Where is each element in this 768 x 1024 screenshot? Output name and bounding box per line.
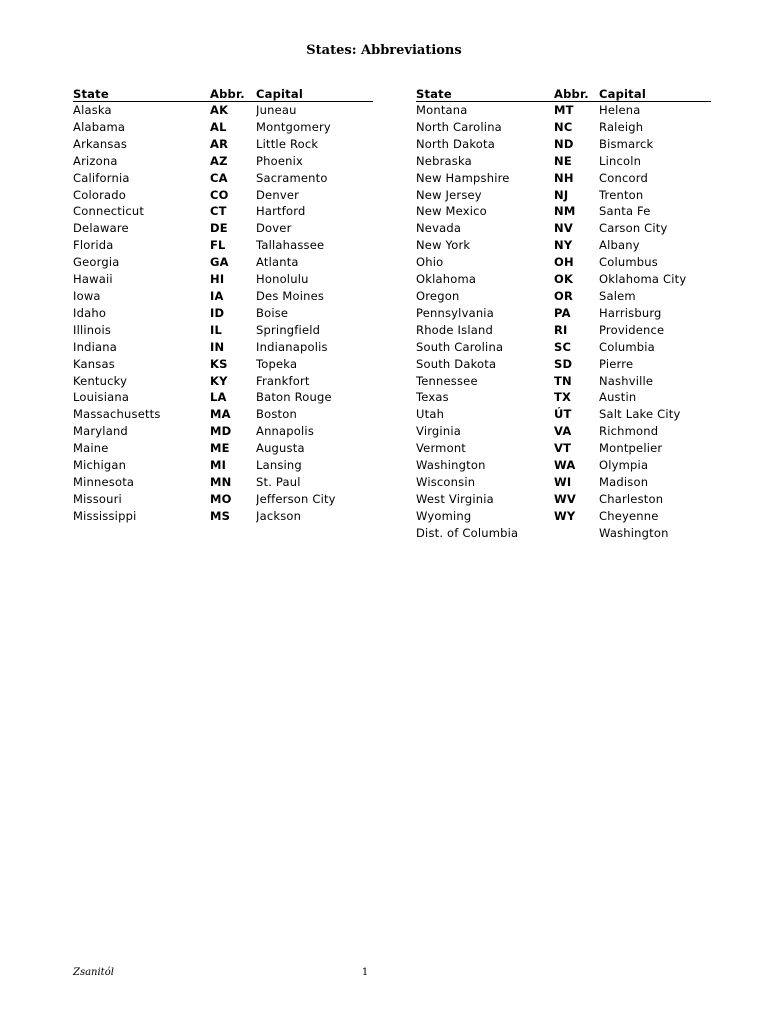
state-capital-cell: Jefferson City — [256, 491, 336, 506]
state-name-cell: Florida — [73, 238, 114, 253]
state-abbr-cell: SC — [554, 339, 572, 354]
state-abbr-cell: IL — [210, 322, 223, 337]
table-row — [416, 119, 711, 136]
state-abbr-cell: LA — [210, 390, 227, 405]
table-row — [416, 389, 711, 406]
state-name-cell: Arizona — [73, 153, 118, 168]
state-capital-cell: Carson City — [599, 221, 668, 236]
table-row — [73, 136, 373, 153]
table-row — [416, 102, 711, 119]
state-abbr-cell: AR — [210, 136, 229, 151]
page-number: 1 — [361, 967, 369, 978]
state-name-cell: Minnesota — [73, 474, 135, 489]
state-name-cell: New York — [416, 238, 471, 253]
state-capital-cell: Little Rock — [256, 136, 319, 151]
state-capital-cell: Denver — [256, 187, 300, 202]
state-name-cell: Alaska — [73, 103, 112, 117]
table-row — [73, 339, 373, 356]
state-capital-cell: Topeka — [256, 356, 298, 371]
state-capital-cell: Concord — [599, 170, 648, 185]
table-row — [416, 322, 711, 339]
state-capital-cell: Springfield — [256, 322, 321, 337]
state-name-cell: Delaware — [73, 221, 129, 236]
state-capital-cell: Indianapolis — [256, 339, 328, 354]
table-row — [416, 203, 711, 220]
table-row — [73, 102, 373, 119]
table-row — [73, 271, 373, 288]
table-row — [73, 322, 373, 339]
state-capital-cell: Santa Fe — [599, 204, 651, 219]
state-name-cell: Texas — [416, 390, 449, 405]
state-capital-cell: Bismarck — [599, 136, 654, 151]
state-name-cell: Louisiana — [73, 390, 130, 405]
state-name-cell: Tennessee — [416, 373, 478, 388]
table-row — [73, 237, 373, 254]
state-name-cell: South Carolina — [416, 339, 504, 354]
footer-author: Zsanitól — [73, 967, 114, 978]
state-name-cell: Maine — [73, 441, 109, 456]
state-name-cell: Maryland — [73, 424, 128, 439]
state-abbr-cell: NH — [554, 170, 574, 185]
state-abbr-cell: SD — [554, 356, 573, 371]
state-name-cell: New Mexico — [416, 204, 487, 219]
table-row — [416, 508, 711, 525]
state-abbr-cell: IN — [210, 339, 225, 354]
state-capital-cell: Jackson — [256, 508, 302, 523]
table-row — [416, 136, 711, 153]
states-table-left — [73, 87, 373, 525]
state-abbr-cell: NJ — [554, 187, 569, 202]
state-abbr-cell: KY — [210, 373, 228, 388]
table-row — [416, 187, 711, 204]
page-title: States: Abbreviations — [306, 43, 462, 58]
state-name-cell: Montana — [416, 103, 468, 117]
state-abbr-cell: CT — [210, 204, 227, 219]
state-capital-cell: Augusta — [256, 441, 305, 456]
state-abbr-cell: AZ — [210, 153, 228, 168]
table-row — [416, 170, 711, 187]
state-name-cell: Wyoming — [416, 508, 472, 523]
state-capital-cell: Columbus — [599, 255, 658, 270]
state-name-cell: Wisconsin — [416, 474, 476, 489]
state-capital-cell: Raleigh — [599, 119, 644, 134]
state-name-cell: Arkansas — [73, 136, 128, 151]
table-row — [73, 440, 373, 457]
table-header-row — [416, 87, 711, 102]
state-abbr-cell: HI — [210, 272, 225, 287]
table-row — [73, 170, 373, 187]
state-abbr-cell: PA — [554, 305, 571, 320]
state-capital-cell: Phoenix — [256, 153, 304, 168]
state-name-cell: Ohio — [416, 255, 444, 270]
header-state: State — [73, 87, 210, 102]
table-row — [416, 457, 711, 474]
state-name-cell: Iowa — [73, 288, 101, 303]
state-abbr-cell: MA — [210, 407, 231, 422]
table-row — [416, 220, 711, 237]
state-abbr-cell: ID — [210, 305, 225, 320]
state-name-cell: Indiana — [73, 339, 117, 354]
state-abbr-cell: CO — [210, 187, 229, 202]
state-name-cell: Michigan — [73, 458, 127, 473]
state-abbr-cell: WI — [554, 474, 572, 489]
state-name-cell: Kentucky — [73, 373, 128, 388]
state-abbr-cell: GA — [210, 255, 229, 270]
state-abbr-cell: RI — [554, 322, 568, 337]
state-capital-cell: Albany — [599, 238, 640, 253]
header-abbr: Abbr. — [210, 87, 256, 102]
state-abbr-cell: VA — [554, 424, 572, 439]
state-name-cell: West Virginia — [416, 491, 494, 506]
state-name-cell: Utah — [416, 407, 445, 422]
state-abbr-cell: MN — [210, 474, 232, 489]
state-capital-cell: Juneau — [256, 103, 297, 117]
state-abbr-cell: TN — [554, 373, 572, 388]
state-name-cell: Missouri — [73, 491, 122, 506]
state-name-cell: South Dakota — [416, 356, 497, 371]
table-row — [416, 305, 711, 322]
state-abbr-cell: KS — [210, 356, 228, 371]
table-row — [416, 373, 711, 390]
table-row — [73, 153, 373, 170]
state-name-cell: Vermont — [416, 441, 467, 456]
state-name-cell: North Carolina — [416, 119, 502, 134]
state-name-cell: Nevada — [416, 221, 462, 236]
state-name-cell: Massachusetts — [73, 407, 161, 422]
state-name-cell: Rhode Island — [416, 322, 493, 337]
state-capital-cell: Des Moines — [256, 288, 325, 303]
table-row — [416, 474, 711, 491]
state-name-cell: Oregon — [416, 288, 460, 303]
state-abbr-cell: NC — [554, 119, 573, 134]
table-row — [416, 440, 711, 457]
state-abbr-cell: MO — [210, 491, 232, 506]
table-row — [73, 119, 373, 136]
state-name-cell: New Jersey — [416, 187, 482, 202]
header-capital: Capital — [256, 87, 373, 102]
state-name-cell: Virginia — [416, 424, 461, 439]
table-row — [73, 356, 373, 373]
table-row — [416, 406, 711, 423]
state-capital-cell: Madison — [599, 474, 649, 489]
state-capital-cell: Atlanta — [256, 255, 299, 270]
state-abbr-cell: VT — [554, 441, 572, 456]
table-row — [416, 254, 711, 271]
state-capital-cell: Richmond — [599, 424, 659, 439]
state-capital-cell: Salt Lake City — [599, 407, 681, 422]
state-capital-cell: Austin — [599, 390, 637, 405]
state-capital-cell: Cheyenne — [599, 508, 659, 523]
table-row — [73, 389, 373, 406]
state-abbr-cell: TX — [554, 390, 572, 405]
state-name-cell: Connecticut — [73, 204, 145, 219]
state-name-cell: Colorado — [73, 187, 127, 202]
state-capital-cell: Hartford — [256, 204, 306, 219]
state-capital-cell: Oklahoma City — [599, 272, 687, 287]
state-capital-cell: Providence — [599, 322, 665, 337]
table-row — [73, 305, 373, 322]
state-abbr-cell: OR — [554, 288, 574, 303]
state-capital-cell: Lansing — [256, 458, 302, 473]
state-capital-cell: Nashville — [599, 373, 654, 388]
state-abbr-cell: ÚT — [554, 407, 572, 422]
state-abbr-cell: ND — [554, 136, 574, 151]
state-name-cell: New Hampshire — [416, 170, 510, 185]
state-capital-cell: Salem — [599, 288, 636, 303]
table-row — [73, 187, 373, 204]
table-row — [416, 491, 711, 508]
table-row — [416, 288, 711, 305]
state-name-cell: North Dakota — [416, 136, 495, 151]
header-capital: Capital — [599, 87, 711, 102]
state-name-cell: Pennsylvania — [416, 305, 494, 320]
state-abbr-cell: WV — [554, 491, 576, 506]
state-abbr-cell: ME — [210, 441, 230, 456]
table-row — [73, 474, 373, 491]
header-abbr: Abbr. — [554, 87, 599, 102]
state-capital-cell: Boise — [256, 305, 289, 320]
state-name-cell: Oklahoma — [416, 272, 477, 287]
state-abbr-cell: NV — [554, 221, 573, 236]
state-name-cell: Dist. of Columbia — [416, 525, 519, 540]
state-capital-cell: Dover — [256, 221, 292, 236]
table-row — [73, 423, 373, 440]
state-abbr-cell: MT — [554, 103, 574, 117]
state-abbr-cell: OK — [554, 272, 574, 287]
state-capital-cell: Honolulu — [256, 272, 309, 287]
state-capital-cell: Trenton — [599, 187, 644, 202]
state-capital-cell: Boston — [256, 407, 297, 422]
state-capital-cell: Washington — [599, 525, 669, 540]
table-row — [73, 457, 373, 474]
state-capital-cell: Montpelier — [599, 441, 663, 456]
state-abbr-cell: OH — [554, 255, 574, 270]
state-name-cell: Illinois — [73, 322, 112, 337]
table-row — [416, 271, 711, 288]
table-row — [73, 203, 373, 220]
state-name-cell: Georgia — [73, 255, 120, 270]
table-row — [416, 525, 711, 542]
state-capital-cell: Frankfort — [256, 373, 310, 388]
state-capital-cell: Lincoln — [599, 153, 642, 168]
table-row — [73, 254, 373, 271]
state-capital-cell: Olympia — [599, 458, 649, 473]
state-capital-cell: Tallahassee — [256, 238, 325, 253]
state-abbr-cell: MI — [210, 458, 227, 473]
state-abbr-cell: IA — [210, 288, 224, 303]
table-row — [73, 491, 373, 508]
state-name-cell: Alabama — [73, 119, 126, 134]
state-name-cell: California — [73, 170, 130, 185]
state-capital-cell: Baton Rouge — [256, 390, 332, 405]
state-capital-cell: Sacramento — [256, 170, 328, 185]
state-capital-cell: Montgomery — [256, 119, 331, 134]
state-capital-cell: Harrisburg — [599, 305, 662, 320]
state-capital-cell: Helena — [599, 103, 641, 117]
state-abbr-cell: NM — [554, 204, 576, 219]
state-abbr-cell — [554, 525, 599, 542]
table-row — [73, 288, 373, 305]
state-name-cell: Mississippi — [73, 508, 137, 523]
table-row — [416, 237, 711, 254]
state-abbr-cell: WY — [554, 508, 576, 523]
table-row — [416, 356, 711, 373]
table-row — [416, 153, 711, 170]
states-table-right — [416, 87, 711, 542]
table-header-row — [73, 87, 373, 102]
state-name-cell: Hawaii — [73, 272, 113, 287]
table-row — [73, 508, 373, 525]
state-capital-cell: Charleston — [599, 491, 664, 506]
header-state: State — [416, 87, 554, 102]
state-abbr-cell: NE — [554, 153, 572, 168]
state-capital-cell: Pierre — [599, 356, 634, 371]
state-abbr-cell: DE — [210, 221, 228, 236]
state-abbr-cell: FL — [210, 238, 226, 253]
table-row — [416, 339, 711, 356]
state-name-cell: Idaho — [73, 305, 107, 320]
table-row — [73, 406, 373, 423]
state-capital-cell: Annapolis — [256, 424, 315, 439]
table-row — [416, 423, 711, 440]
state-abbr-cell: WA — [554, 458, 576, 473]
state-capital-cell: St. Paul — [256, 474, 301, 489]
state-abbr-cell: MS — [210, 508, 231, 523]
state-abbr-cell: NY — [554, 238, 573, 253]
state-abbr-cell: MD — [210, 424, 232, 439]
table-row — [73, 373, 373, 390]
state-name-cell: Kansas — [73, 356, 115, 371]
state-abbr-cell: AK — [210, 103, 229, 117]
state-name-cell: Washington — [416, 458, 486, 473]
state-abbr-cell: AL — [210, 119, 227, 134]
state-name-cell: Nebraska — [416, 153, 472, 168]
table-row — [73, 220, 373, 237]
state-abbr-cell: CA — [210, 170, 228, 185]
state-capital-cell: Columbia — [599, 339, 655, 354]
